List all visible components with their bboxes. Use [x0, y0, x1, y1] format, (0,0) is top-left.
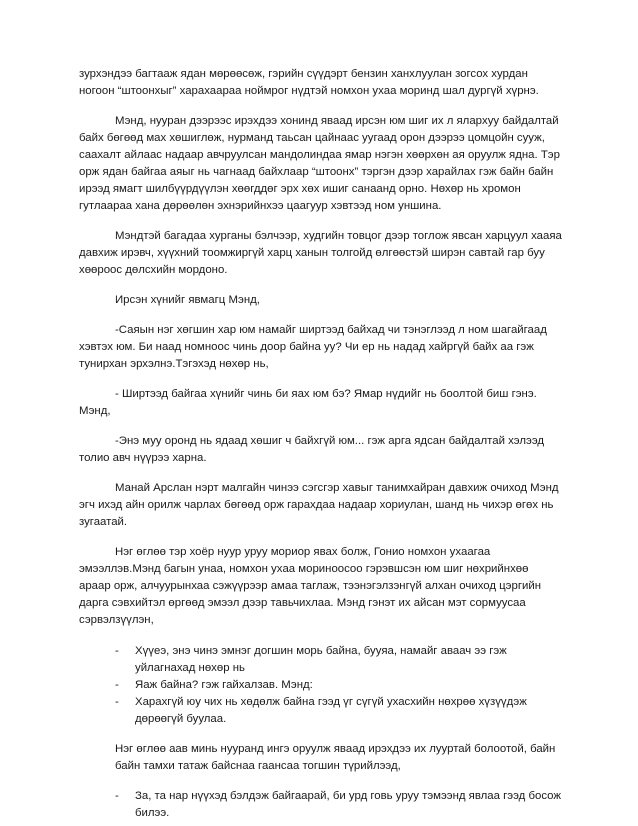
paragraph-6: - Ширтээд байгаа хүнийг чинь би яах юм бэ? Ямар нүдийг нь боолтой биш гэнэ. Мэнд,	[79, 388, 537, 417]
bullet-dash: -	[115, 696, 119, 708]
bullet-dash: -	[115, 679, 119, 691]
list-item	[115, 643, 562, 677]
list-item-text: Хүүеэ, энэ чинэ эмнэг догшин морь байна, бууяа, намайг аваач ээ гэж уйлагнахад нөхөр нь	[135, 645, 507, 674]
list-item	[115, 694, 562, 728]
paragraph-3: Мэндтэй багадаа хурганы бэлчээр, худгийн товцог дээр тоглож явсан харцуул хааяа давхиж ирэвч, хүүхний тоомжиргүй харц ханын толгойд өлгөөстэй ширэн савтай гар буу хөөроос дөлсхийн мордоно.	[79, 230, 562, 276]
list-item-text: Яаж байна? гэж гайхалзав. Мэнд:	[135, 679, 313, 691]
bullet-dash: -	[115, 790, 119, 802]
paragraph-1: зурхэндээ багтааж ядан мөрөөсөж, гэрийн сүүдэрт бензин ханхлуулан зогсох хурдан ногоон “штоонхыг” харахаараа ноймрог нүдтэй номхон уxаа моринд шал дургүй хүрнэ.	[79, 68, 539, 97]
paragraph-4: Ирсэн хүнийг явмагц Мэнд,	[115, 294, 260, 306]
list-item	[115, 788, 562, 822]
dialogue-list-2	[79, 788, 562, 822]
bullet-dash: -	[115, 645, 119, 657]
dialogue-list-1	[79, 643, 562, 728]
paragraph-8: Манай Арслан нэрт малгайн чинээ сэгсгэр хавыг танимхайран давхиж очиход Мэнд эгч ихэд айн орилж чарлах бөгөөд орж гарахдаа надаар хориулан, шанд нь чихэр өгөх нь зугаатай.	[79, 482, 559, 528]
paragraph-7: -Энэ муу оронд нь ядаад хөшиг ч байхгүй юм... гэж арга ядсан байдалтай хэлээд толио авч нүүрээ харна.	[79, 435, 545, 464]
paragraph-5: -Саяын нэг хөгшин хар юм намайг ширтээд байхад чи тэнэглээд л ном шагайгаад хэвтэх юм. Би наад номноос чинь доор байна уу? Чи ер нь надад хайргүй байх аа гэж тунирхан эрхэлнэ.Тэгэхэд нөхөр нь,	[79, 324, 547, 370]
list-item-text: Харахгүй юу чих нь хөдөлж байна гээд үг сүгүй ухасхийн нөхрөө хүзүүдэж дөрөөгүй буулаа.	[135, 696, 527, 725]
paragraph-9: Нэг өглөө тэр хоёр нуур уруу мориор явах болж, Гонио номхон уxаагаа эмээллэв.Мэнд багын унаа, номхон уxаа мориноосоо гэрэвшсэн юм шиг нөхрийнхөө араар орж, алчуурынхаа сэжүүрээр амаа таглаж, тээнэгэлзэнгүй алхан очиход цэргийн дарга сэвхийтэл өргөөд эмээл дээр тавьчихлаа. Мэнд гэнэт их айсан мэт сормуусаа сэрвэлзүүлэн,	[79, 546, 541, 626]
list-item-text: За, та нар нүүхэд бэлдэж байгаарай, би урд говь уруу тэмээнд явлаа гээд босож билээ.	[135, 790, 561, 819]
paragraph-after-list: Нэг өглөө аав минь нууранд ингэ оруулж яваад ирэхдээ их лууртай болоотой, байн байн тамхи татаж байснаа гаансаа тогшин түрийлээд,	[115, 743, 556, 772]
paragraph-2: Мэнд, нууран дээрээс ирэхдээ хонинд яваад ирсэн юм шиг их л яларxуу байдалтай байх бөгөөд мах хөшиглөж, нурманд таьсан цайнаас уугаад орон дээрээ цомцойн сууж, саахалт айлаас надаар авчруулсан мандолиндаа ямар нэгэн хөөрхөн ая оруулж ядна. Тэр орж ядан байгаа аяыг нь чагнаад байхлаар “штоонх” тэргэн дээр харайлах гэж байн байн ирээд ямагт шилбүүрдүүлэн хөөгддөг эрх хөх ишиг санаанд орно. Нөхөр нь хромон гутлаараа хана дөрөөлөн эхнэрийнхээ цаагуур хэвтээд ном уншина.	[79, 115, 560, 212]
list-item	[115, 677, 562, 694]
